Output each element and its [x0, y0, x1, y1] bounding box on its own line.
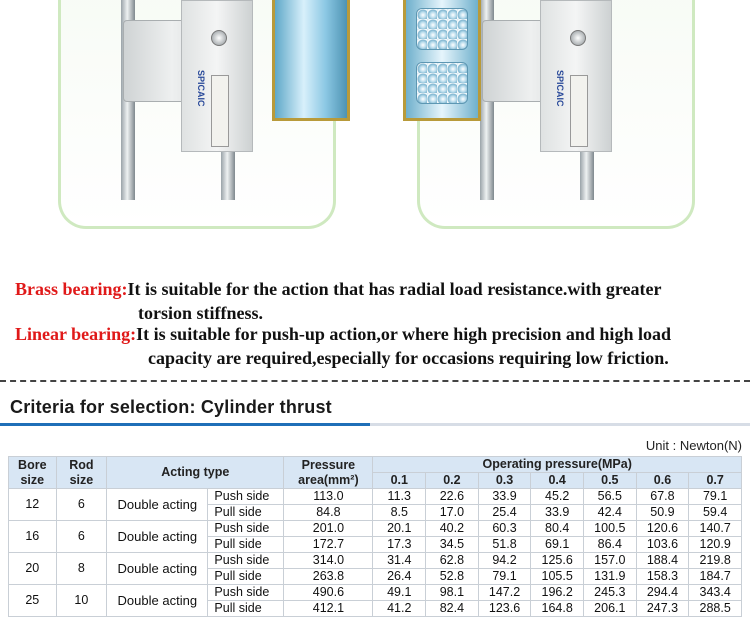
push-side-cell: Push side [208, 521, 284, 537]
thrust-cell: 62.8 [426, 553, 479, 569]
thrust-cell: 50.9 [636, 505, 689, 521]
linear-bearing-text-line2: capacity are required,especially for occasions requiring low friction. [148, 348, 669, 368]
thrust-cell: 42.4 [584, 505, 637, 521]
linear-bearing-closeup [403, 0, 481, 121]
table-row [9, 521, 742, 537]
area-cell: 201.0 [284, 521, 373, 537]
thrust-cell: 100.5 [584, 521, 637, 537]
brass-bearing-description [15, 277, 661, 325]
thrust-cell: 206.1 [584, 601, 637, 617]
thrust-cell: 40.2 [426, 521, 479, 537]
acting-type-cell: Double acting [107, 521, 208, 553]
area-cell: 263.8 [284, 569, 373, 585]
thrust-cell: 120.9 [689, 537, 742, 553]
thrust-cell: 51.8 [478, 537, 531, 553]
thrust-cell: 86.4 [584, 537, 637, 553]
linear-bearing-description [15, 322, 671, 370]
cylinder-thrust-table [8, 456, 742, 617]
table-row [9, 553, 742, 569]
thrust-cell: 49.1 [373, 585, 426, 601]
thrust-cell: 52.8 [426, 569, 479, 585]
bore-size-cell: 12 [9, 489, 57, 521]
bore-size-cell: 20 [9, 553, 57, 585]
thrust-cell: 79.1 [478, 569, 531, 585]
brass-bearing-closeup [272, 0, 350, 121]
thrust-cell: 164.8 [531, 601, 584, 617]
area-cell: 490.6 [284, 585, 373, 601]
push-side-cell: Push side [208, 585, 284, 601]
rod-size-cell: 8 [56, 553, 107, 585]
section-title: Criteria for selection: Cylinder thrust [10, 397, 332, 417]
thrust-cell: 158.3 [636, 569, 689, 585]
pull-side-cell: Pull side [208, 569, 284, 585]
thrust-cell: 79.1 [689, 489, 742, 505]
thrust-cell: 294.4 [636, 585, 689, 601]
header-pressure-0.5: 0.5 [584, 473, 637, 489]
thrust-cell: 22.6 [426, 489, 479, 505]
thrust-cell: 82.4 [426, 601, 479, 617]
rod-size-cell: 6 [56, 521, 107, 553]
pull-side-cell: Pull side [208, 537, 284, 553]
header-pressure-0.3: 0.3 [478, 473, 531, 489]
pull-side-cell: Pull side [208, 601, 284, 617]
thrust-cell: 140.7 [689, 521, 742, 537]
thrust-cell: 184.7 [689, 569, 742, 585]
thrust-cell: 157.0 [584, 553, 637, 569]
thrust-cell: 120.6 [636, 521, 689, 537]
thrust-cell: 17.0 [426, 505, 479, 521]
thrust-cell: 80.4 [531, 521, 584, 537]
table-row [9, 489, 742, 505]
thrust-cell: 245.3 [584, 585, 637, 601]
product-photos [0, 0, 750, 240]
thrust-cell: 105.5 [531, 569, 584, 585]
acting-type-cell: Double acting [107, 553, 208, 585]
brass-bearing-label: Brass bearing: [15, 279, 128, 299]
dashed-divider [0, 380, 750, 382]
header-bore-size: Bore size [9, 457, 57, 489]
header-pressure-area: Pressure area(mm²) [284, 457, 373, 489]
area-cell: 113.0 [284, 489, 373, 505]
thrust-cell: 26.4 [373, 569, 426, 585]
linear-bearing-text-line1: It is suitable for push-up action,or where high precision and high load [136, 324, 671, 344]
area-cell: 314.0 [284, 553, 373, 569]
brass-bearing-text-line2: torsion stiffness. [138, 303, 263, 323]
area-cell: 172.7 [284, 537, 373, 553]
thrust-cell: 188.4 [636, 553, 689, 569]
bore-size-cell: 25 [9, 585, 57, 617]
header-acting-type: Acting type [107, 457, 284, 489]
thrust-cell: 343.4 [689, 585, 742, 601]
thrust-cell: 94.2 [478, 553, 531, 569]
table-row [9, 585, 742, 601]
header-pressure-0.4: 0.4 [531, 473, 584, 489]
thrust-cell: 59.4 [689, 505, 742, 521]
unit-label: Unit : Newton(N) [645, 438, 742, 453]
thrust-cell: 41.2 [373, 601, 426, 617]
brass-bearing-text-line1: It is suitable for the action that has radial load resistance.with greater [127, 279, 662, 299]
thrust-cell: 98.1 [426, 585, 479, 601]
thrust-cell: 60.3 [478, 521, 531, 537]
linear-bearing-label: Linear bearing: [15, 324, 137, 344]
thrust-cell: 17.3 [373, 537, 426, 553]
area-cell: 84.8 [284, 505, 373, 521]
thrust-cell: 131.9 [584, 569, 637, 585]
rod-size-cell: 6 [56, 489, 107, 521]
thrust-cell: 20.1 [373, 521, 426, 537]
thrust-cell: 34.5 [426, 537, 479, 553]
thrust-cell: 31.4 [373, 553, 426, 569]
thrust-cell: 56.5 [584, 489, 637, 505]
push-side-cell: Push side [208, 489, 284, 505]
thrust-cell: 69.1 [531, 537, 584, 553]
thrust-cell: 67.8 [636, 489, 689, 505]
pull-side-cell: Pull side [208, 505, 284, 521]
header-rod-size: Rod size [56, 457, 107, 489]
push-side-cell: Push side [208, 553, 284, 569]
thrust-cell: 11.3 [373, 489, 426, 505]
header-pressure-0.6: 0.6 [636, 473, 689, 489]
header-pressure-0.7: 0.7 [689, 473, 742, 489]
thrust-table-body [9, 489, 742, 617]
brand-text: SPICAIC [196, 70, 206, 107]
thrust-cell: 288.5 [689, 601, 742, 617]
title-underline [0, 423, 750, 426]
thrust-cell: 247.3 [636, 601, 689, 617]
acting-type-cell: Double acting [107, 585, 208, 617]
header-pressure-0.2: 0.2 [426, 473, 479, 489]
thrust-cell: 125.6 [531, 553, 584, 569]
area-cell: 412.1 [284, 601, 373, 617]
rod-size-cell: 10 [56, 585, 107, 617]
header-operating-pressure: Operating pressure(MPa) [373, 457, 742, 473]
thrust-cell: 219.8 [689, 553, 742, 569]
thrust-cell: 196.2 [531, 585, 584, 601]
thrust-cell: 25.4 [478, 505, 531, 521]
thrust-cell: 147.2 [478, 585, 531, 601]
brand-text-2: SPICAIC [555, 70, 565, 107]
thrust-cell: 8.5 [373, 505, 426, 521]
thrust-cell: 103.6 [636, 537, 689, 553]
thrust-cell: 45.2 [531, 489, 584, 505]
header-pressure-0.1: 0.1 [373, 473, 426, 489]
thrust-cell: 33.9 [478, 489, 531, 505]
acting-type-cell: Double acting [107, 489, 208, 521]
thrust-cell: 33.9 [531, 505, 584, 521]
bore-size-cell: 16 [9, 521, 57, 553]
thrust-cell: 123.6 [478, 601, 531, 617]
